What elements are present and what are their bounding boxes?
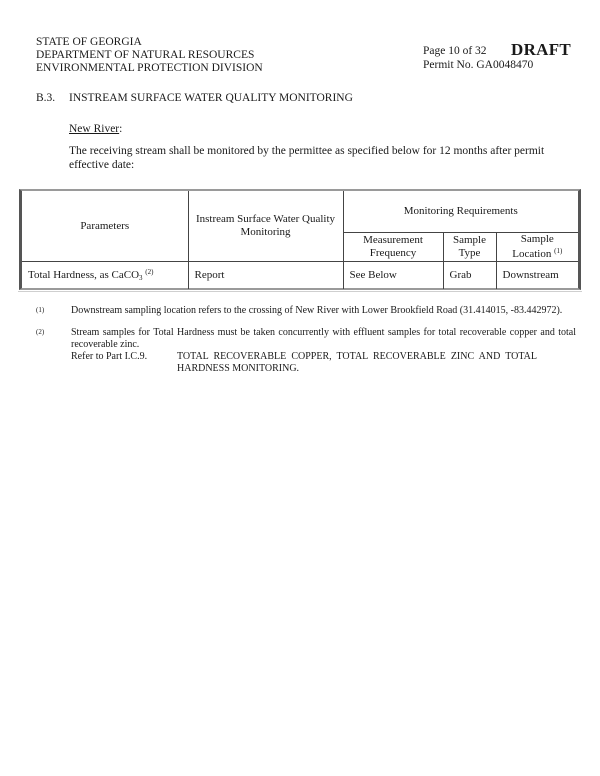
cell-sample-type: Grab [443,261,496,289]
header-sample-location-label: Sample Location [512,232,554,260]
river-subheading [69,123,122,135]
monitoring-table [22,191,578,289]
cell-instream: Report [188,261,343,289]
river-colon: : [119,123,123,135]
footnote-2-mark: (2) [36,328,45,336]
header-monitoring-requirements: Monitoring Requirements [343,191,578,232]
agency-line-department: DEPARTMENT OF NATURAL RESOURCES [36,49,255,61]
parameter-subscript: 3 [139,274,143,282]
footnote-ref-2: (2) [145,268,154,276]
footnote-1-mark: (1) [36,306,45,314]
footnote-2-reference [71,351,576,375]
header-sample-location [496,232,578,261]
agency-header [36,36,263,75]
cell-parameter [22,261,188,289]
cell-sample-location: Downstream [496,261,578,289]
footnote-1-text: Downstream sampling location refers to the crossing of New River with Lower Brookfield Road (31.414015, -83.442972). [71,305,563,316]
footnote-2-text: Stream samples for Total Hardness must be taken concurrently with effluent samples for total recoverable copper and total recoverable zinc. [71,327,576,350]
footnote-ref-1: (1) [554,247,563,255]
agency-line-division: ENVIRONMENTAL PROTECTION DIVISION [36,62,263,74]
permit-number: Permit No. GA0048470 [423,59,534,71]
cell-measurement-frequency: See Below [343,261,443,289]
river-name: New River [69,123,120,135]
draft-watermark: DRAFT [511,40,572,59]
parameter-name: Total Hardness, as CaCO [28,269,140,281]
page-number: Page 10 of 32 [423,45,487,57]
section-title: INSTREAM SURFACE WATER QUALITY MONITORING [69,92,353,104]
header-instream: Instream Surface Water Quality Monitoring [188,191,343,261]
header-sample-type: Sample Type [443,232,496,261]
agency-line-state: STATE OF GEORGIA [36,36,142,48]
header-measurement-frequency: Measurement Frequency [343,232,443,261]
page-info [423,44,533,72]
header-parameters: Parameters [22,191,188,261]
table-row [22,261,578,289]
reference-label: Refer to Part I.C.9. [71,351,148,362]
section-heading [36,92,353,104]
intro-paragraph: The receiving stream shall be monitored by the permittee as specified below for 12 months after permit effective date: [69,145,545,171]
section-number: B.3. [36,92,56,104]
footnote-2-body [71,327,576,375]
reference-text: TOTAL RECOVERABLE COPPER, TOTAL RECOVERABLE ZINC AND TOTAL HARDNESS MONITORING. [177,351,537,374]
